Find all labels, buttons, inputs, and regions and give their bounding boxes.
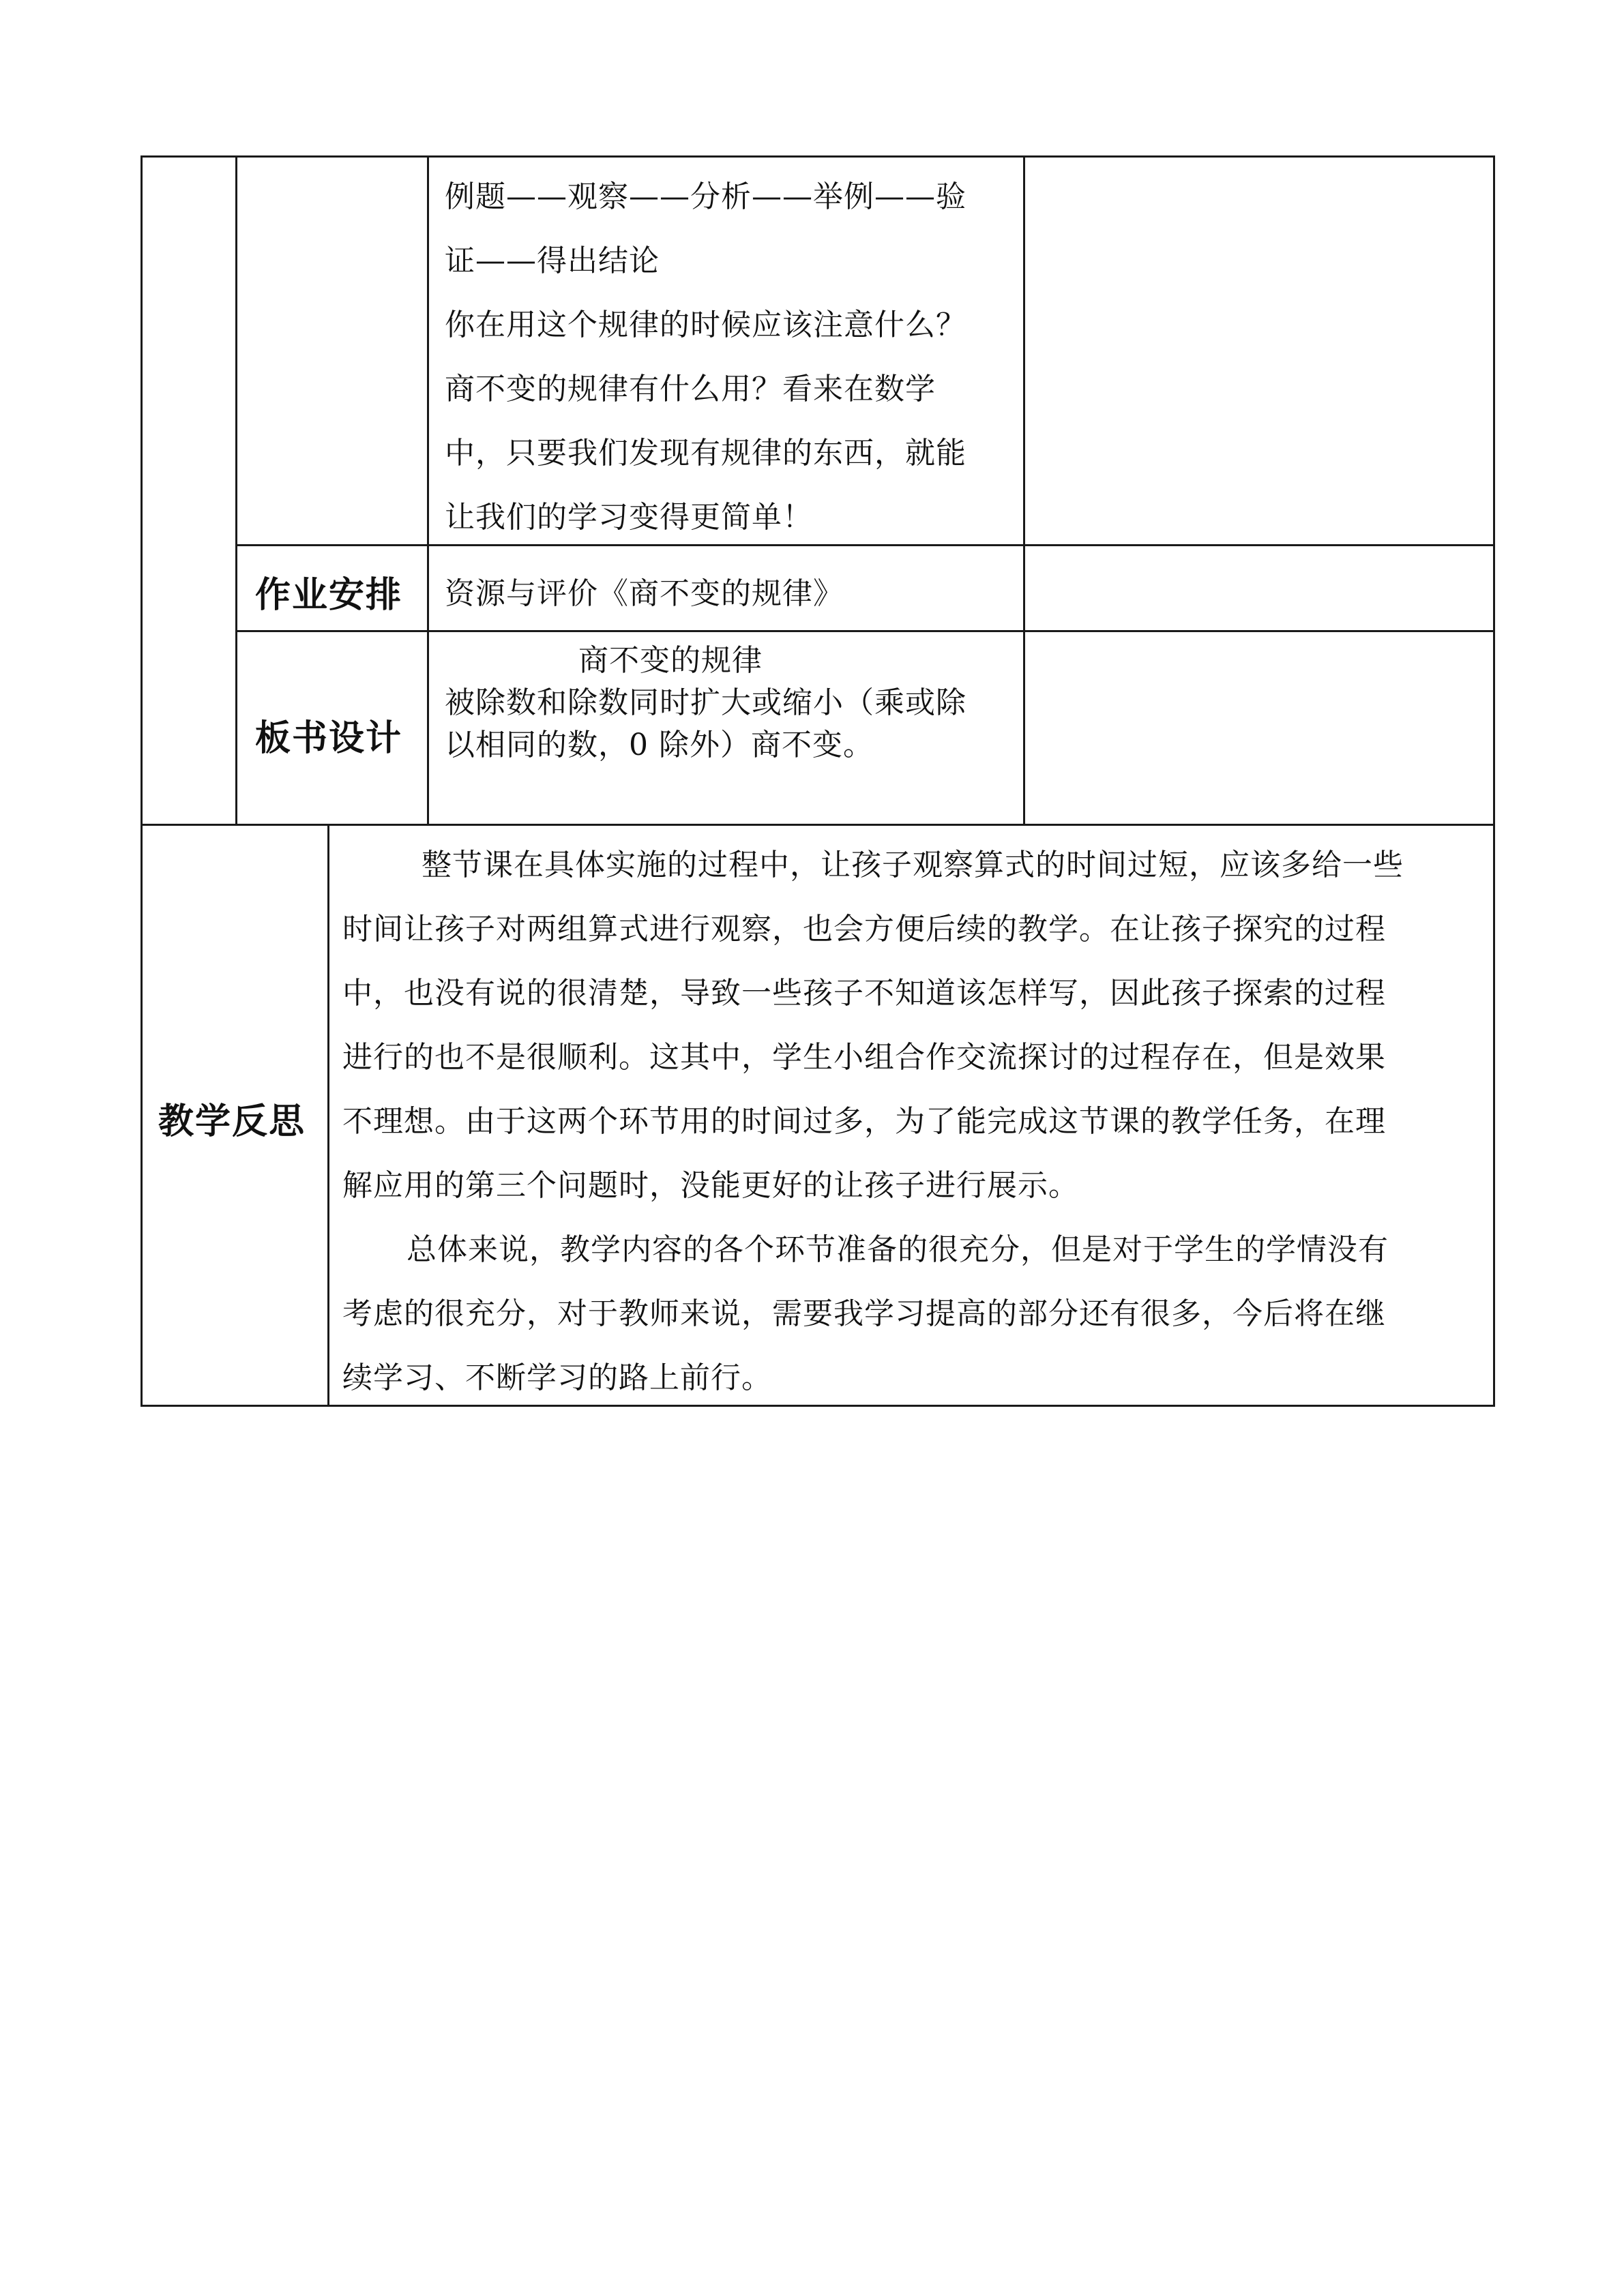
reflection-line: 时间让孩子对两组算式进行观察，也会方便后续的教学。在让孩子探究的过程 <box>342 912 1386 946</box>
reflection-line: 续学习、不断学习的路上前行。 <box>342 1360 772 1395</box>
homework-content: 资源与评价《商不变的规律》 <box>445 576 844 611</box>
table-border-left <box>141 155 143 1407</box>
row-divider-1 <box>235 544 1495 546</box>
reflection-line: 进行的也不是很顺利。这其中，学生小组合作交流探讨的过程存在，但是效果 <box>342 1040 1386 1075</box>
board-title: 商不变的规律 <box>578 643 763 678</box>
reflection-line: 解应用的第三个问题时，没能更好的让孩子进行展示。 <box>342 1168 1079 1203</box>
col-divider-a <box>235 155 237 826</box>
board-line: 以相同的数，0 除外）商不变。 <box>445 728 874 762</box>
table-border-top <box>141 155 1495 158</box>
row-divider-2 <box>235 630 1495 632</box>
board-label: 板书设计 <box>255 718 403 759</box>
reflection-line: 中，也没有说的很清楚，导致一些孩子不知道该怎样写，因此孩子探索的过程 <box>342 976 1386 1011</box>
process-line: 商不变的规律有什么用？看来在数学 <box>445 372 936 406</box>
reflection-label: 教学反思 <box>158 1101 306 1142</box>
process-line: 例题——观察——分析——举例——验 <box>445 179 966 214</box>
reflection-line: 整节课在具体实施的过程中，让孩子观察算式的时间过短，应该多给一些 <box>422 848 1404 882</box>
process-line: 证——得出结论 <box>445 243 660 278</box>
reflection-line: 考虑的很充分，对于教师来说，需要我学习提高的部分还有很多，今后将在继 <box>342 1296 1386 1331</box>
homework-label: 作业安排 <box>255 575 403 616</box>
process-line: 中，只要我们发现有规律的东西，就能 <box>445 436 966 471</box>
reflection-line: 总体来说，教学内容的各个环节准备的很充分，但是对于学生的学情没有 <box>407 1232 1389 1267</box>
row-divider-3 <box>141 824 1495 826</box>
table-border-right <box>1493 155 1495 1407</box>
process-line: 你在用这个规律的时候应该注意什么？ <box>445 308 966 342</box>
table-border-bottom <box>141 1405 1495 1407</box>
reflection-line: 不理想。由于这两个环节用的时间过多，为了能完成这节课的教学任务，在理 <box>342 1104 1386 1139</box>
col-divider-reflection <box>327 824 329 1407</box>
col-divider-c <box>1023 155 1025 826</box>
process-line: 让我们的学习变得更简单！ <box>445 500 813 535</box>
col-divider-b <box>427 155 429 826</box>
board-line: 被除数和除数同时扩大或缩小（乘或除 <box>445 685 966 720</box>
